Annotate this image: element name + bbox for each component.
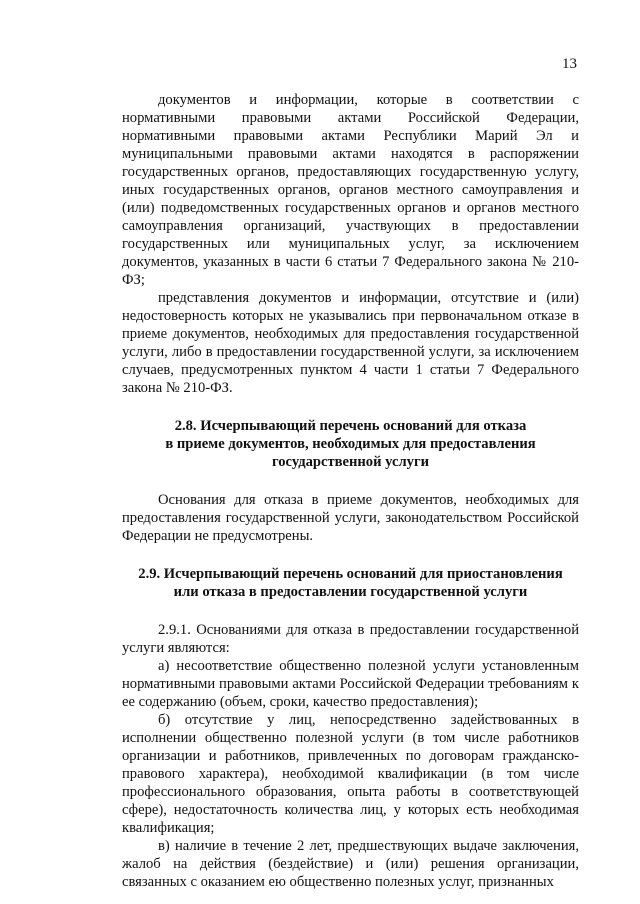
paragraph-grounds-not-provided: Основания для отказа в приеме документов, необходимых для предоставления государственной услуги, законодательством Российской Федерации не предусмотрены. — [122, 492, 579, 544]
paragraph-item-v: в) наличие в течение 2 лет, предшествующих выдаче заключения, жалоб на действия (бездействие) и (или) решения организации, связанных с оказанием ею общественно полезных услуг, признанных — [122, 838, 579, 890]
page-number: 13 — [562, 56, 577, 72]
paragraph-documents-info: документов и информации, которые в соответствии с нормативными правовыми актами Российской Федерации, нормативными правовыми актами Республики Марий Эл и муниципальными правовыми актами находятся в распоряжении государственных органов, предоставляющих государственную услугу, иных государственных органов, органов местного самоуправления и (или) подведомственных государственных органов и органов местного самоуправления организаций, участвующих в предоставлении государственных или муниципальных услуг, за исключением документов, указанных в части 6 статьи 7 Федерального закона № 210-ФЗ; — [122, 92, 579, 288]
section-heading-2-8 — [122, 417, 579, 471]
paragraph-presentation-documents: представления документов и информации, отсутствие и (или) недостоверность которых не указывались при первоначальном отказе в приеме документов, необходимых для предоставления государственной услуги, либо в предоставлении государственной услуги, за исключением случаев, предусмотренных пунктом 4 части 1 статьи 7 Федерального закона № 210-ФЗ. — [122, 290, 579, 396]
paragraph-item-b: б) отсутствие у лиц, непосредственно задействованных в исполнении общественно полезной услуги (в том числе работников организации и работников, привлеченных по договорам гражданско-правового характера), необходимой квалификации (в том числе профессионального образования, опыта работы в соответствующей сфере), недостаточность количества лиц, у которых есть необходимая квалификация; — [122, 712, 579, 836]
heading-line: или отказа в предоставлении государственной услуги — [173, 584, 528, 600]
heading-line: 2.9. Исчерпывающий перечень оснований для приостановления — [138, 566, 563, 582]
paragraph-2-9-1: 2.9.1. Основаниями для отказа в предоставлении государственной услуги являются: — [122, 622, 579, 656]
heading-line: государственной услуги — [271, 454, 430, 470]
section-heading-2-9 — [122, 565, 579, 601]
paragraph-item-a: а) несоответствие общественно полезной услуги установленным нормативными правовыми актами Российской Федерации требованиям к ее содержанию (объем, сроки, качество предоставления); — [122, 658, 579, 710]
document-body — [122, 91, 579, 891]
heading-line: в приеме документов, необходимых для предоставления — [165, 436, 536, 452]
heading-line: 2.8. Исчерпывающий перечень оснований для отказа — [174, 418, 527, 434]
